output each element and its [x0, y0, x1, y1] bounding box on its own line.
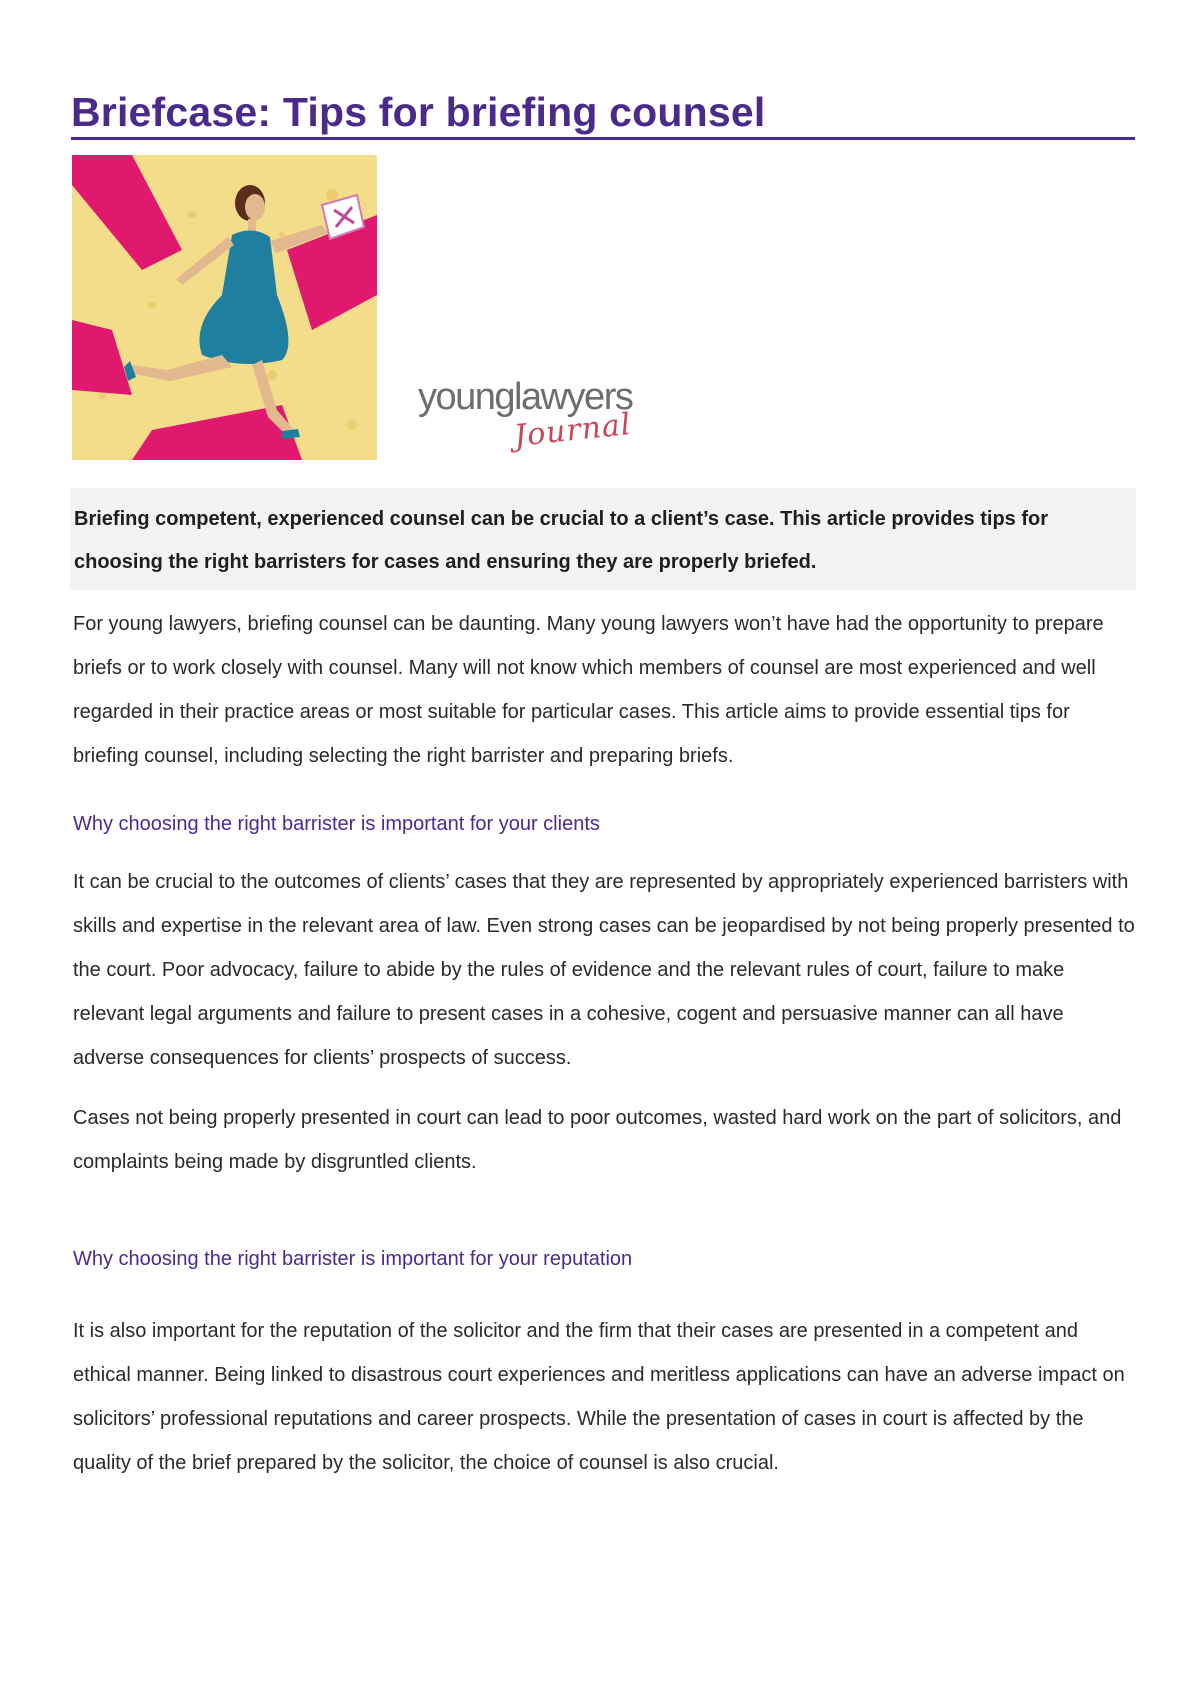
logo-wordmark: younglawyers	[418, 376, 633, 418]
section-heading-reputation: Why choosing the right barrister is important for your reputation	[73, 1248, 633, 1270]
logo-script: Journal	[512, 406, 634, 455]
running-woman-illustration	[72, 155, 377, 460]
title-underline	[71, 137, 1135, 140]
section-paragraph: Cases not being properly presented in court can lead to poor outcomes, wasted hard work on the part of solicitors, and complaints being made by disgruntled clients.	[73, 1107, 1122, 1173]
younglawyers-journal-logo	[416, 375, 656, 465]
article-lead: Briefing competent, experienced counsel can be crucial to a client’s case. This article provides tips for choosing the right barristers for cases and ensuring they are properly briefed.	[74, 508, 1049, 573]
page-title: Briefcase: Tips for briefing counsel	[71, 89, 766, 135]
section-heading-clients: Why choosing the right barrister is important for your clients	[73, 813, 600, 835]
section-paragraph: It can be crucial to the outcomes of clients’ cases that they are represented by appropriately experienced barristers with skills and expertise in the relevant area of law. Even strong cases can be jeopardised by not being properly presented to the court. Poor advocacy, failure to abide by the rules of evidence and the relevant rules of court, failure to make relevant legal arguments and failure to present cases in a cohesive, cogent and persuasive manner can all have adverse consequences for clients’ prospects of success.	[73, 871, 1135, 1069]
article-illustration	[72, 155, 377, 460]
section-paragraph: It is also important for the reputation of the solicitor and the firm that their cases are presented in a competent and ethical manner. Being linked to disastrous court experiences and meritless applications can have an adverse impact on solicitors’ professional reputations and career prospects. While the presentation of cases in court is affected by the quality of the brief prepared by the solicitor, the choice of counsel is also crucial.	[73, 1320, 1125, 1474]
intro-paragraph: For young lawyers, briefing counsel can be daunting. Many young lawyers won’t have had the opportunity to prepare briefs or to work closely with counsel. Many will not know which members of counsel are most experienced and well regarded in their practice areas or most suitable for particular cases. This article aims to provide essential tips for briefing counsel, including selecting the right barrister and preparing briefs.	[73, 613, 1104, 767]
